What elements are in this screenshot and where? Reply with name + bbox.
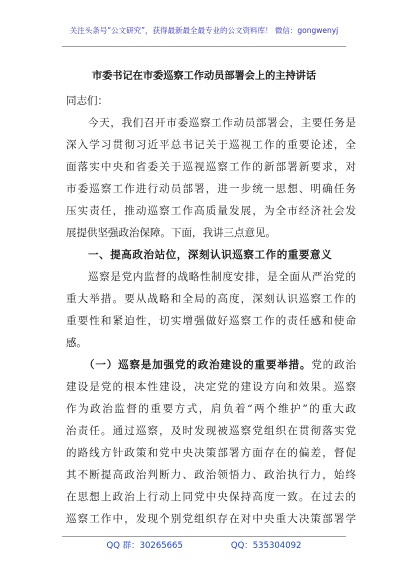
paragraph-line: 重要性和紧迫性，切实增强做好巡察工作的责任感和使命 bbox=[66, 315, 356, 327]
document-title: 市委书记在市委巡察工作动员部署会上的主持讲话 bbox=[91, 70, 317, 82]
footer bbox=[0, 539, 408, 553]
paragraph-line: 深入学习贯彻习近平总书记关于巡视工作的重要论述，全 bbox=[66, 139, 356, 151]
paragraph-line: 其不断提高政治判断力、政治领悟力、政治执行力，始终 bbox=[66, 469, 356, 481]
paragraph-line: 市委巡察工作进行动员部署，进一步统一思想、明确任务 bbox=[66, 183, 356, 195]
paragraph-line: 面落实中央和省委关于巡视巡察工作的新部署新要求，对 bbox=[66, 161, 356, 173]
paragraph-line: 建设是党的根本性建设，决定党的建设方向和效果。巡察 bbox=[66, 381, 356, 393]
subsection-first-line bbox=[66, 354, 356, 376]
header-divider bbox=[62, 46, 346, 47]
paragraph-line: 治责任。通过巡察，及时发现被巡察党组织在贯彻落实党 bbox=[66, 425, 356, 437]
footer-qq-group: QQ 群：30265665 bbox=[106, 541, 183, 551]
paragraph-line: 感。 bbox=[66, 337, 87, 349]
section-heading: 一、提高政治站位，深刻认识巡察工作的重要意义 bbox=[88, 249, 333, 261]
header-banner: 关注头条号“公文研究”，获得最新最全最专业的公文资料库！ 微信：gongwenyj bbox=[69, 26, 339, 35]
subsection-lead-continuation: 党的政治 bbox=[311, 359, 356, 371]
salutation: 同志们： bbox=[66, 95, 108, 107]
footer-qq: QQ：535304092 bbox=[230, 541, 302, 551]
paragraph-line: 展提供坚强政治保障。下面，我讲三点意见。 bbox=[66, 227, 276, 239]
paragraph-line: 重大举措。要从战略和全局的高度，深刻认识巡察工作的 bbox=[66, 293, 356, 305]
paragraph-line: 压实责任，推动巡察工作高质量发展，为全市经济社会发 bbox=[66, 205, 356, 217]
document-body bbox=[66, 90, 356, 530]
footer-divider bbox=[62, 536, 346, 537]
paragraph-line: 巡察工作中，发现个别党组织存在对中央重大决策部署学 bbox=[66, 513, 356, 525]
paragraph-line: 在思想上政治上行动上同党中央保持高度一致。在过去的 bbox=[66, 491, 356, 503]
subsection-lead: （一）巡察是加强党的政治建设的重要举措。 bbox=[84, 359, 312, 371]
paragraph-line: 巡察是党内监督的战略性制度安排，是全面从严治党的 bbox=[88, 271, 356, 283]
paragraph-line: 的路线方针政策和党中央决策部署方面存在的偏差，督促 bbox=[66, 447, 356, 459]
paragraph-line: 作为政治监督的重要方式，肩负着“两个维护”的重大政 bbox=[66, 403, 356, 415]
paragraph-line: 今天，我们召开市委巡察工作动员部署会，主要任务是 bbox=[88, 117, 356, 129]
